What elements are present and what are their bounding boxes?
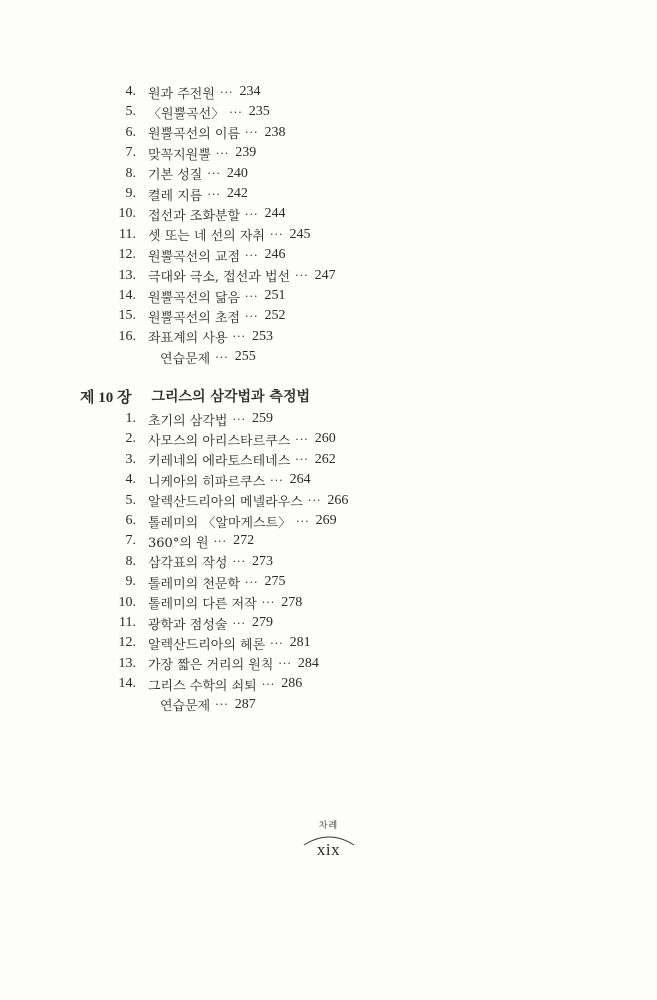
entry-title: 그리스 수학의 쇠퇴 xyxy=(148,678,257,694)
entry-number: 9. xyxy=(125,574,136,590)
leader-dots: ··· xyxy=(245,126,259,140)
entry-page: 244 xyxy=(264,206,286,222)
entry-page: 252 xyxy=(264,308,286,324)
entry-title: 원뿔곡선의 초점 xyxy=(148,310,241,326)
toc-entry xyxy=(0,184,248,204)
leader-dots: ··· xyxy=(278,657,292,671)
entry-number: 15. xyxy=(118,308,136,324)
entry-page: 266 xyxy=(327,492,349,508)
leader-dots: ··· xyxy=(295,432,309,446)
entry-title: 〈원뿔곡선〉 xyxy=(148,106,225,122)
entry-number: 5. xyxy=(125,492,136,508)
toc-entry xyxy=(0,491,348,511)
toc-entry xyxy=(0,266,336,286)
toc-entry xyxy=(0,245,286,265)
entry-page: 287 xyxy=(234,696,256,712)
leader-dots: ··· xyxy=(296,514,310,528)
chapter-title: 그리스의 삼각법과 측정법 xyxy=(151,389,310,405)
leader-dots: ··· xyxy=(245,248,259,262)
entry-number: 16. xyxy=(118,328,136,344)
toc-entry xyxy=(0,286,286,306)
toc-entry xyxy=(0,409,273,429)
leader-dots: ··· xyxy=(232,616,246,630)
entry-title: 삼각표의 작성 xyxy=(148,556,228,572)
page-footer xyxy=(0,818,657,860)
entry-page: 260 xyxy=(314,431,336,447)
entry-title: 360°의 원 xyxy=(148,535,209,551)
entry-number: 13. xyxy=(118,655,136,671)
entry-title: 연습문제 xyxy=(160,699,211,715)
entry-title: 키레네의 에라토스테네스 xyxy=(148,454,291,470)
entry-title: 알렉산드리아의 메넬라우스 xyxy=(148,495,303,511)
entry-page: 284 xyxy=(297,655,319,671)
entry-page: 246 xyxy=(264,247,286,263)
entry-page: 278 xyxy=(281,594,303,610)
leader-dots: ··· xyxy=(261,677,276,691)
leader-dots: ··· xyxy=(261,596,276,610)
leader-dots: ··· xyxy=(207,187,221,201)
entry-number: 9. xyxy=(125,186,136,201)
entry-page: 272 xyxy=(233,533,255,549)
leader-dots: ··· xyxy=(245,575,259,589)
entry-page: 239 xyxy=(235,145,257,161)
leader-dots: ··· xyxy=(270,473,284,487)
entry-title: 기본 성질 xyxy=(148,168,203,184)
toc-entry-exercises xyxy=(148,695,256,715)
toc-entry xyxy=(0,450,336,470)
leader-dots: ··· xyxy=(229,105,243,119)
entry-number: 11. xyxy=(119,226,136,242)
page-number: xix xyxy=(316,840,341,859)
entry-title: 원과 주전원 xyxy=(148,86,215,102)
toc-entry xyxy=(0,429,336,449)
entry-title: 켤레 지름 xyxy=(148,188,203,204)
entry-page: 255 xyxy=(234,349,256,365)
entry-number: 4. xyxy=(125,84,136,99)
toc-entry xyxy=(0,674,302,694)
entry-page: 259 xyxy=(251,411,273,426)
toc-entry xyxy=(0,552,273,572)
entry-title: 원뿔곡선의 이름 xyxy=(148,127,241,143)
entry-number: 7. xyxy=(125,145,136,161)
leader-dots: ··· xyxy=(232,412,246,426)
toc-entry xyxy=(0,164,248,184)
toc-entry xyxy=(0,511,337,531)
entry-title: 맞꼭지원뿔 xyxy=(148,147,211,163)
running-head: 차례 xyxy=(318,821,339,831)
entry-number: 1. xyxy=(125,411,136,426)
entry-page: 251 xyxy=(264,288,286,303)
entry-page: 262 xyxy=(314,451,336,467)
toc-entry xyxy=(0,654,319,674)
leader-dots: ··· xyxy=(307,494,322,508)
entry-page: 286 xyxy=(281,676,303,692)
toc-entry xyxy=(0,470,311,490)
toc-entry xyxy=(0,633,311,653)
entry-page: 269 xyxy=(315,513,337,528)
entry-page: 238 xyxy=(264,124,286,140)
leader-dots: ··· xyxy=(295,269,309,283)
toc-entry xyxy=(0,82,260,102)
chapter-heading xyxy=(80,385,310,407)
entry-title: 원뿔곡선의 교점 xyxy=(148,249,241,265)
entry-title: 셋 또는 네 선의 자취 xyxy=(148,229,265,245)
entry-title: 광학과 점성술 xyxy=(148,617,228,633)
leader-dots: ··· xyxy=(295,453,309,467)
entry-title: 톨레미의 천문학 xyxy=(148,576,241,592)
entry-page: 275 xyxy=(264,574,286,590)
entry-number: 2. xyxy=(125,431,136,447)
entry-number: 11. xyxy=(119,615,136,630)
toc-entry xyxy=(0,102,270,122)
entry-number: 5. xyxy=(125,104,136,120)
leader-dots: ··· xyxy=(232,555,246,569)
entry-page: 264 xyxy=(289,472,311,488)
entry-number: 8. xyxy=(125,165,136,181)
leader-dots: ··· xyxy=(245,289,259,303)
entry-number: 4. xyxy=(125,472,136,488)
leader-dots: ··· xyxy=(245,309,259,323)
toc-entry xyxy=(0,613,273,633)
toc-entry xyxy=(0,531,254,551)
toc-entry xyxy=(0,123,286,143)
entry-title: 접선과 조화분할 xyxy=(148,208,241,224)
entry-number: 6. xyxy=(125,513,136,528)
chapter-label: 제 10 장 xyxy=(80,389,132,406)
leader-dots: ··· xyxy=(232,330,246,344)
entry-number: 12. xyxy=(118,247,136,263)
entry-page: 247 xyxy=(314,267,336,283)
entry-number: 14. xyxy=(118,288,136,303)
leader-dots: ··· xyxy=(213,534,228,548)
leader-dots: ··· xyxy=(219,85,234,99)
entry-page: 253 xyxy=(251,328,273,344)
entry-title: 사모스의 아리스타르쿠스 xyxy=(148,433,291,449)
toc-entry xyxy=(0,327,273,347)
leader-dots: ··· xyxy=(215,698,229,712)
entry-page: 242 xyxy=(226,186,248,201)
entry-number: 6. xyxy=(125,124,136,140)
entry-title: 알렉산드리아의 헤론 xyxy=(148,637,266,653)
leader-dots: ··· xyxy=(215,146,230,160)
entry-page: 234 xyxy=(239,84,261,99)
toc-entry xyxy=(0,143,256,163)
leader-dots: ··· xyxy=(245,207,259,221)
entry-number: 7. xyxy=(125,533,136,549)
entry-number: 14. xyxy=(118,676,136,692)
toc-entry xyxy=(0,593,302,613)
toc-entry-exercises xyxy=(148,347,256,367)
entry-number: 10. xyxy=(118,206,136,222)
leader-dots: ··· xyxy=(207,167,221,181)
entry-number: 13. xyxy=(118,267,136,283)
leader-dots: ··· xyxy=(215,350,229,364)
entry-title: 니케아의 히파르쿠스 xyxy=(148,474,266,490)
entry-number: 10. xyxy=(118,594,136,610)
entry-title: 톨레미의 〈알마게스트〉 xyxy=(148,515,292,531)
entry-number: 8. xyxy=(125,553,136,569)
entry-page: 245 xyxy=(289,226,311,242)
leader-dots: ··· xyxy=(270,636,284,650)
entry-title: 초기의 삼각법 xyxy=(148,413,228,429)
entry-number: 3. xyxy=(125,451,136,467)
entry-page: 240 xyxy=(226,165,248,181)
entry-title: 좌표계의 사용 xyxy=(148,331,228,347)
entry-title: 톨레미의 다른 저작 xyxy=(148,597,257,613)
toc-entry xyxy=(0,572,286,592)
entry-page: 279 xyxy=(251,615,273,630)
leader-dots: ··· xyxy=(270,228,284,242)
toc-entry xyxy=(0,204,286,224)
entry-title: 극대와 극소, 접선과 법선 xyxy=(148,270,291,286)
entry-page: 273 xyxy=(251,553,273,569)
toc-entry xyxy=(0,306,286,326)
entry-page: 235 xyxy=(248,104,270,120)
entry-page: 281 xyxy=(289,635,311,651)
entry-title: 원뿔곡선의 닮음 xyxy=(148,290,241,306)
entry-number: 12. xyxy=(118,635,136,651)
entry-title: 연습문제 xyxy=(160,351,211,367)
toc-entry xyxy=(0,225,311,245)
entry-title: 가장 짧은 거리의 원칙 xyxy=(148,658,274,674)
